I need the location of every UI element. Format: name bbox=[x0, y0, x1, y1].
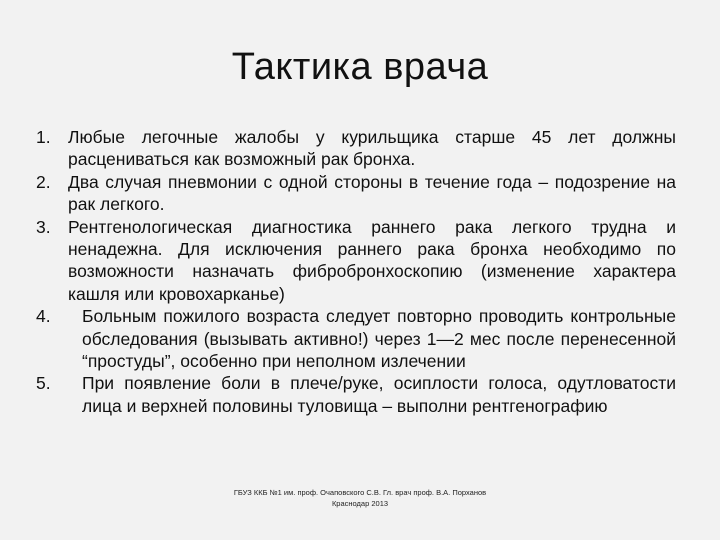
slide-footer bbox=[140, 487, 580, 509]
list-item-text: Два случая пневмонии с одной стороны в течение года – подозрение на рак легкого. bbox=[68, 171, 676, 215]
list-item bbox=[36, 216, 676, 306]
list-item-text: При появление боли в плече/руке, осиплости голоса, одутловатости лица и верхней половины туловища – выполни рентгенографию bbox=[82, 373, 676, 416]
slide-title: Тактика врача bbox=[231, 46, 489, 88]
list-item-text: Рентгенологическая диагностика раннего рака легкого трудна и ненадежна. Для исключения раннего рака бронха необходимо по возможности назначать фибробронхоскопию (изменение характера кашля или кровохарканье) bbox=[68, 216, 676, 304]
list-item-number: 4. bbox=[36, 306, 51, 327]
list-item-number: 5. bbox=[36, 373, 51, 394]
list-item-number: 3. bbox=[36, 216, 51, 237]
list-item bbox=[36, 305, 676, 372]
list-item bbox=[36, 372, 676, 417]
list-item-number: 2. bbox=[36, 171, 51, 192]
list-item bbox=[36, 126, 676, 171]
list-item-text: Любые легочные жалобы у курильщика старше 45 лет должны расцениваться как возможный рак бронха. bbox=[68, 127, 676, 170]
footer-city-year: Краснодар 2013 bbox=[331, 499, 389, 508]
footer-institution: ГБУЗ ККБ №1 им. проф. Очаповского С.В. Гл. врач проф. В.А. Порханов bbox=[233, 488, 487, 497]
tactics-list bbox=[36, 126, 676, 417]
list-item-number: 1. bbox=[36, 127, 51, 147]
list-item-text: Больным пожилого возраста следует повторно проводить контрольные обследования (вызывать активно!) через 1—2 мес после перенесенной “простуды”, особенно при неполном излечении bbox=[82, 306, 676, 372]
list-item bbox=[36, 171, 676, 216]
